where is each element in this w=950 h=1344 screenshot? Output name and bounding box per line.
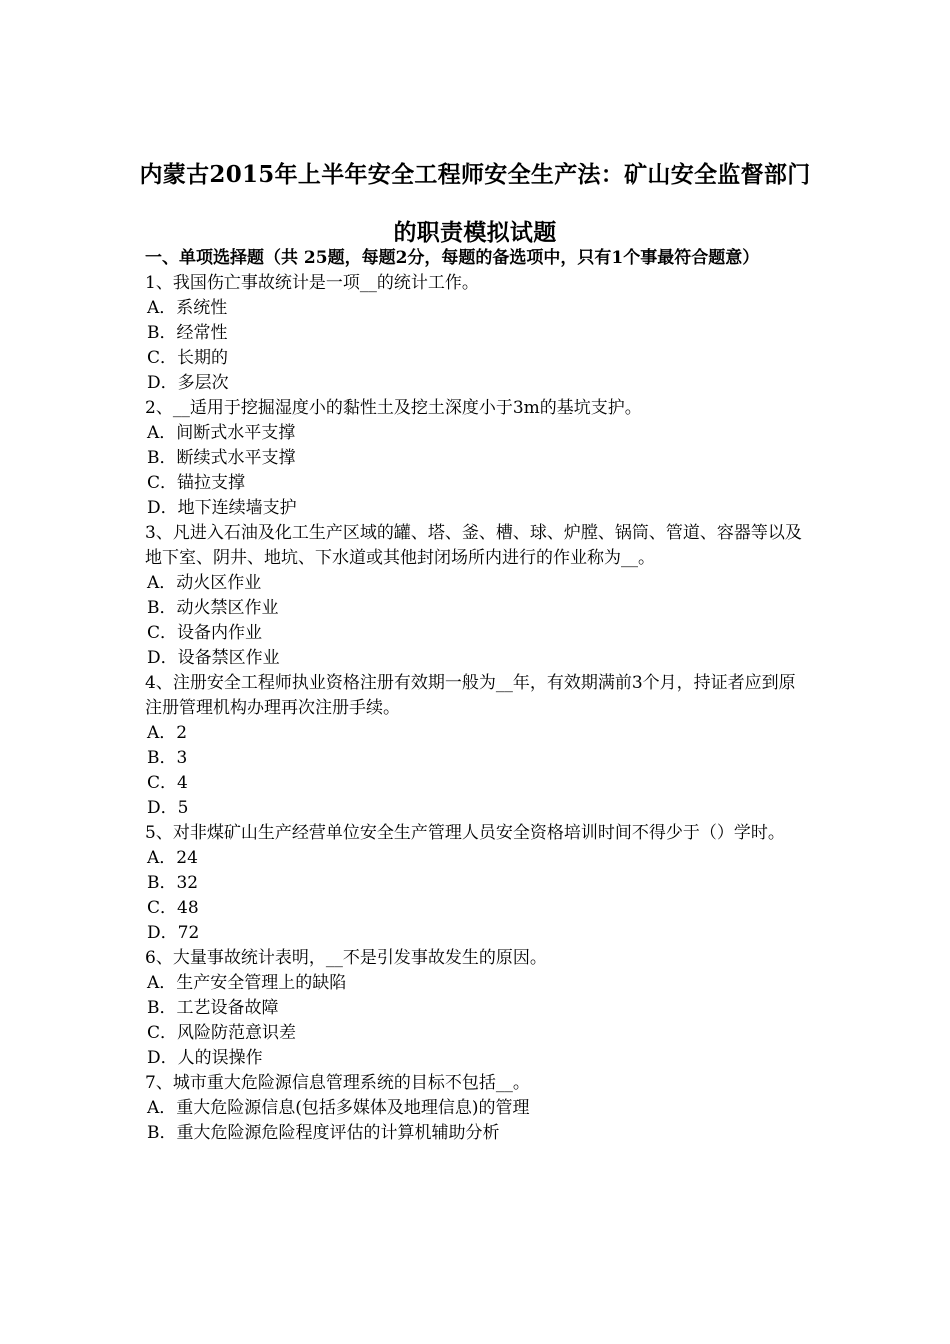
option-d: D．人的误操作	[147, 1048, 263, 1068]
option-a: A．生产安全管理上的缺陷	[147, 973, 347, 993]
question-text: 2、__适用于挖掘湿度小的黏性土及挖土深度小于3m的基坑支护。	[145, 398, 642, 418]
option-a: A．间断式水平支撑	[147, 423, 296, 443]
document-title: 内蒙古2015年上半年安全工程师安全生产法：矿山安全监督部门的职责模拟试题	[139, 161, 811, 246]
option-b: B．断续式水平支撑	[147, 448, 296, 468]
question-text: 6、大量事故统计表明，__不是引发事故发生的原因。	[145, 948, 547, 968]
option-a: A．重大危险源信息(包括多媒体及地理信息)的管理	[147, 1098, 530, 1118]
section-heading: 一、单项选择题（共 25题，每题2分，每题的备选项中，只有1个事最符合题意）	[145, 248, 760, 268]
option-c: C．48	[147, 898, 199, 918]
option-a: A．系统性	[147, 298, 228, 318]
option-c: C．长期的	[147, 348, 229, 368]
option-d: D．地下连续墙支护	[147, 498, 297, 518]
option-c: C．风险防范意识差	[147, 1023, 297, 1043]
question-text: 4、注册安全工程师执业资格注册有效期一般为__年，有效期满前3个月，持证者应到原注册管理机构办理再次注册手续。	[145, 673, 796, 718]
option-b: B．32	[147, 873, 199, 893]
question-text: 7、城市重大危险源信息管理系统的目标不包括__。	[145, 1073, 530, 1093]
question-4	[145, 671, 810, 821]
option-b: B．重大危险源危险程度评估的计算机辅助分析	[147, 1123, 500, 1143]
option-a: A．24	[147, 848, 198, 868]
question-5	[145, 821, 810, 946]
option-b: B．经常性	[147, 323, 228, 343]
option-c: C．4	[147, 773, 188, 793]
option-d: D．设备禁区作业	[147, 648, 280, 668]
question-text: 5、对非煤矿山生产经营单位安全生产管理人员安全资格培训时间不得少于（）学时。	[145, 823, 785, 843]
option-d: D．5	[147, 798, 189, 818]
question-7	[145, 1071, 810, 1146]
question-1	[145, 271, 810, 396]
option-c: C．锚拉支撑	[147, 473, 246, 493]
document-body	[145, 246, 810, 1146]
option-d: D．多层次	[147, 373, 229, 393]
option-b: B．工艺设备故障	[147, 998, 279, 1018]
option-a: A．动火区作业	[147, 573, 262, 593]
question-text: 3、凡进入石油及化工生产区域的罐、塔、釜、槽、球、炉膛、锅筒、管道、容器等以及地下室、阴井、地坑、下水道或其他封闭场所内进行的作业称为__。	[145, 523, 802, 568]
question-text: 1、我国伤亡事故统计是一项__的统计工作。	[145, 273, 479, 293]
option-c: C．设备内作业	[147, 623, 263, 643]
option-b: B．3	[147, 748, 188, 768]
question-2	[145, 396, 810, 521]
option-b: B．动火禁区作业	[147, 598, 279, 618]
question-6	[145, 946, 810, 1071]
option-d: D．72	[147, 923, 200, 943]
option-a: A．2	[147, 723, 188, 743]
question-3	[145, 521, 810, 671]
